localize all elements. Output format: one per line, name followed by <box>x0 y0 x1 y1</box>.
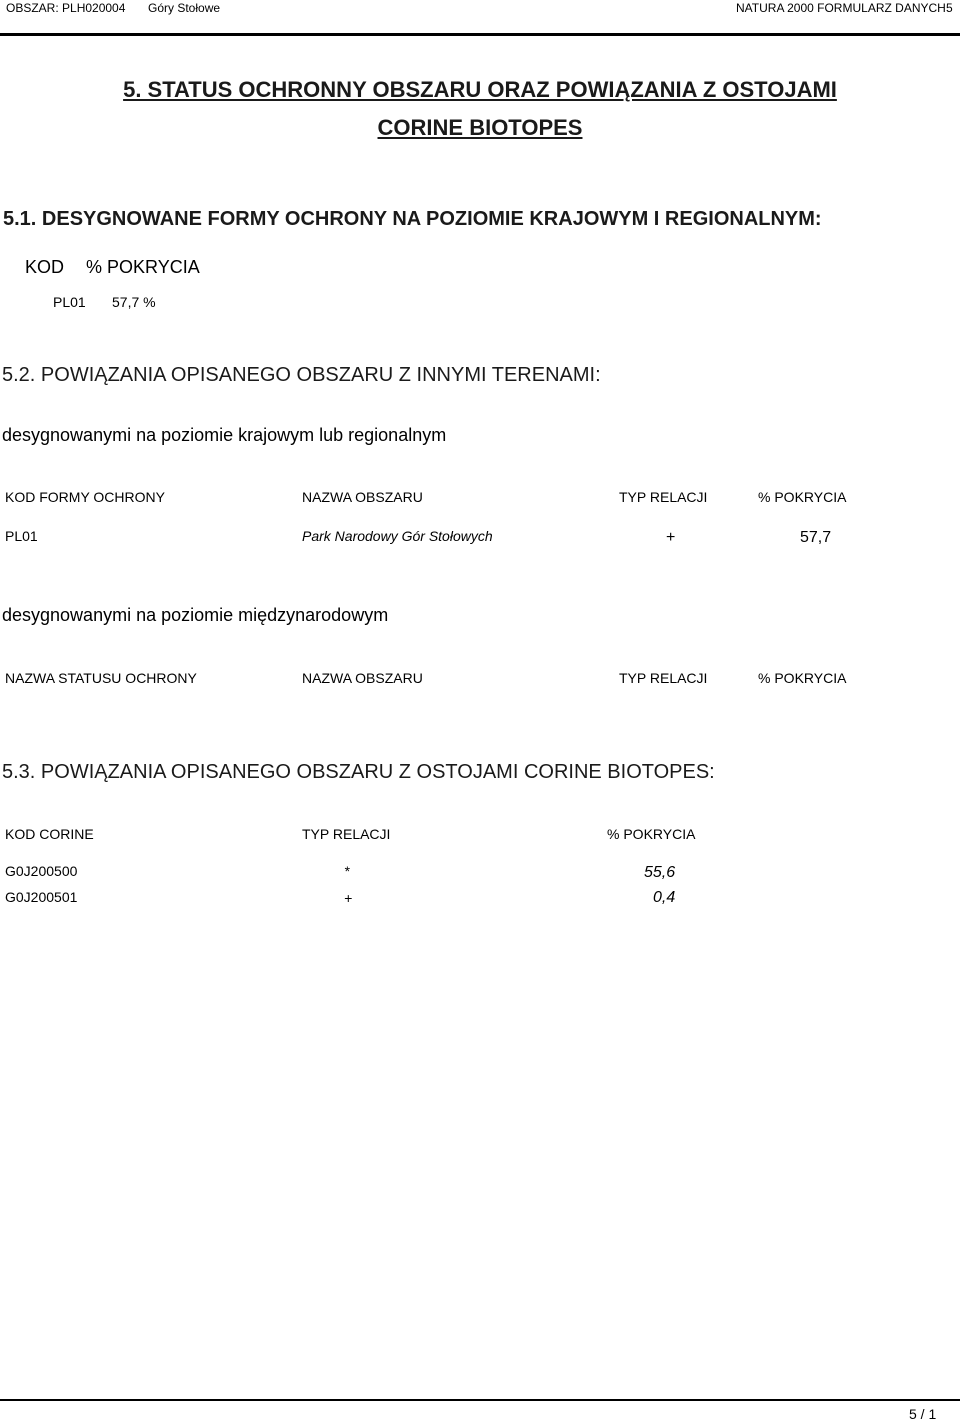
t1-header-typ: TYP RELACJI <box>619 489 708 505</box>
t1-header-pokrycia: % POKRYCIA <box>758 489 847 505</box>
footer-page-number: 5 / 1 <box>909 1406 937 1422</box>
s52-subheading-international: desygnowanymi na poziomie międzynarodowym <box>2 605 389 625</box>
t2-header-pokrycia: % POKRYCIA <box>758 670 847 686</box>
t3-row2-pokrycia: 0,4 <box>653 889 676 906</box>
t1-row-nazwa: Park Narodowy Gór Stołowych <box>302 528 493 544</box>
section-5-1-heading: 5.1. DESYGNOWANE FORMY OCHRONY NA POZIOMIE KRAJOWYM I REGIONALNYM: <box>3 208 822 230</box>
t1-header-nazwa: NAZWA OBSZARU <box>302 489 423 505</box>
t3-header-kod: KOD CORINE <box>5 826 94 842</box>
header-form-title: NATURA 2000 FORMULARZ DANYCH <box>736 1 946 15</box>
t3-row1-typ: * <box>344 863 350 879</box>
header-obszar: OBSZAR: PLH020004 <box>6 1 126 15</box>
s51-col-pokrycia: % POKRYCIA <box>86 257 200 277</box>
header-site-name: Góry Stołowe <box>148 1 221 15</box>
page-title-line2: CORINE BIOTOPES <box>377 115 583 140</box>
s51-row-pokrycia: 57,7 % <box>112 294 156 310</box>
t3-row2-kod: G0J200501 <box>5 889 78 905</box>
page-title-line1: 5. STATUS OCHRONNY OBSZARU ORAZ POWIĄZANIA Z OSTOJAMI <box>123 77 837 102</box>
t2-header-typ: TYP RELACJI <box>619 670 708 686</box>
t1-row-kod: PL01 <box>5 528 38 544</box>
t3-header-pokrycia: % POKRYCIA <box>607 826 696 842</box>
t1-row-pokrycia: 57,7 <box>800 529 832 546</box>
section-5-2-heading: 5.2. POWIĄZANIA OPISANEGO OBSZARU Z INNYMI TERENAMI: <box>2 364 601 386</box>
s51-col-kod: KOD <box>25 257 65 277</box>
header-divider <box>0 33 960 36</box>
t1-row-typ: + <box>666 529 676 546</box>
t2-header-nazwa: NAZWA OBSZARU <box>302 670 423 686</box>
t1-header-kod: KOD FORMY OCHRONY <box>5 489 165 505</box>
t3-row1-kod: G0J200500 <box>5 863 78 879</box>
t3-row1-pokrycia: 55,6 <box>644 864 676 881</box>
t2-header-status: NAZWA STATUSU OCHRONY <box>5 670 197 686</box>
t3-header-typ: TYP RELACJI <box>302 826 391 842</box>
footer-divider <box>0 1399 960 1401</box>
section-5-3-heading: 5.3. POWIĄZANIA OPISANEGO OBSZARU Z OSTOJAMI CORINE BIOTOPES: <box>2 761 715 783</box>
t3-row2-typ: + <box>344 890 353 906</box>
s51-row-kod: PL01 <box>53 294 86 310</box>
s52-subheading-national: desygnowanymi na poziomie krajowym lub regionalnym <box>2 425 447 445</box>
header-page-number: 5 <box>946 1 953 15</box>
